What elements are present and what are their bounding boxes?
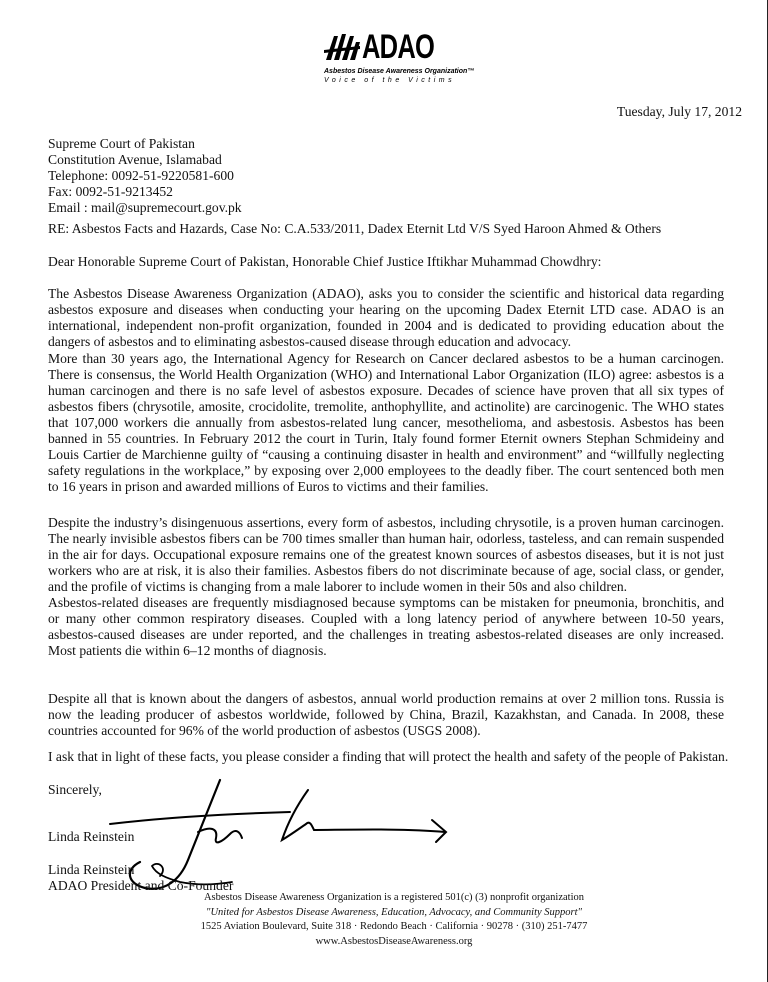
letter-footer	[134, 891, 654, 949]
address-line: Telephone: 0092-51-9220581-600	[48, 168, 234, 183]
sign-off: Sincerely,	[48, 782, 102, 797]
address-line: Email : mail@supremecourt.gov.pk	[48, 200, 242, 215]
footer-registration: Asbestos Disease Awareness Organization is a registered 501(c) (3) nonprofit organization	[203, 892, 585, 903]
signed-name: Linda Reinstein	[48, 829, 135, 844]
org-motto: Voice of the Victims	[324, 77, 456, 84]
salutation: Dear Honorable Supreme Court of Pakistan, Honorable Chief Justice Iftikhar Muhammad Chowdhry:	[48, 254, 602, 269]
org-full-name: Asbestos Disease Awareness Organization™	[324, 68, 475, 75]
address-line: Supreme Court of Pakistan	[48, 136, 195, 151]
address-line: Constitution Avenue, Islamabad	[48, 152, 222, 167]
printed-name: Linda Reinstein	[48, 862, 135, 877]
address-line: Fax: 0092-51-9213452	[48, 184, 173, 199]
body-paragraph: Asbestos-related diseases are frequently misdiagnosed because symptoms can be mistaken for pneumonia, bronchitis, and or many other common respiratory diseases. Coupled with a long latency period of anywhere between 10-50 years, asbestos-caused diseases are under reported, and the challenges in treating asbestos-related diseases are only increased. Most patients die within 6–12 months of diagnosis.	[48, 595, 724, 658]
footer-address: 1525 Aviation Boulevard, Suite 318 · Redondo Beach · California · 90278 · (310) 251-7477	[200, 921, 588, 932]
letter-date: Tuesday, July 17, 2012	[616, 104, 742, 119]
body-paragraph: Despite all that is known about the dangers of asbestos, annual world production remains at over 2 million tons. Russia is now the leading producer of asbestos worldwide, followed by China, Brazil, Kazakhstan, and Canada. In 2008, these countries accounted for 96% of the world production of asbestos (USGS 2008).	[48, 691, 724, 738]
footer-tagline: "United for Asbestos Disease Awareness, Education, Advocacy, and Community Support"	[206, 906, 582, 918]
body-paragraph: Despite the industry’s disingenuous assertions, every form of asbestos, including chrysotile, is a proven human carcinogen. The nearly invisible asbestos fibers can be 700 times smaller than human hair, odorless, tasteless, and can remain suspended in the air for days. Occupational exposure remains one of the greatest known sources of asbestos diseases, but it is not just workers who are at risk, it is also their families. Asbestos fibers do not discriminate because of age, social class, or gender, and the profile of victims is changing from a male laborer to include women in their 50s and also children.	[48, 515, 724, 594]
signatory-title: ADAO President and Co-Founder	[48, 878, 234, 893]
adao-logo	[322, 28, 475, 92]
hands-logo-icon	[322, 32, 362, 62]
logo-wordmark: ADAO	[362, 28, 435, 66]
footer-website: www.AsbestosDiseaseAwareness.org	[315, 935, 473, 947]
closing-request: I ask that in light of these facts, you please consider a finding that will protect the health and safety of the people of Pakistan.	[48, 749, 729, 764]
subject-line: RE: Asbestos Facts and Hazards, Case No: C.A.533/2011, Dadex Eternit Ltd V/S Syed Haroon Ahmed & Others	[48, 221, 662, 236]
recipient-address	[48, 136, 242, 216]
body-paragraph: The Asbestos Disease Awareness Organization (ADAO), asks you to consider the scientific and historical data regarding asbestos exposure and diseases when conducting your hearing on the upcoming Dadex Eternit LTD case. ADAO is an international, independent non-profit organization, founded in 2004 and is dedicated to providing education about the dangers of asbestos and to eliminating asbestos-caused disease through education and advocacy.	[48, 286, 724, 349]
body-paragraph: More than 30 years ago, the International Agency for Research on Cancer declared asbestos to be a human carcinogen. There is consensus, the World Health Organization (WHO) and International Labor Organization (ILO) agree: asbestos is a human carcinogen and there is no safe level of asbestos exposure. Decades of science have proven that all six types of asbestos fibers (chrysotile, amosite, crocidolite, tremolite, anthophyllite, and actinolite) are carcinogenic. The WHO states that 107,000 workers die annually from asbestos-related lung cancer, mesothelioma, and asbestosis. Asbestos has been banned in 55 countries. In February 2012 the court in Turin, Italy found former Eternit owners Stephan Schmideiny and Louis Cartier de Marchienne guilty of “causing a continuing disaster in health and environment” and “willfully neglecting safety regulations in the workplace,” by exposing over 2,000 employees to the deadly fiber. The court sentenced both men to 16 years in prison and awarded millions of Euros to victims and their families.	[48, 351, 724, 494]
